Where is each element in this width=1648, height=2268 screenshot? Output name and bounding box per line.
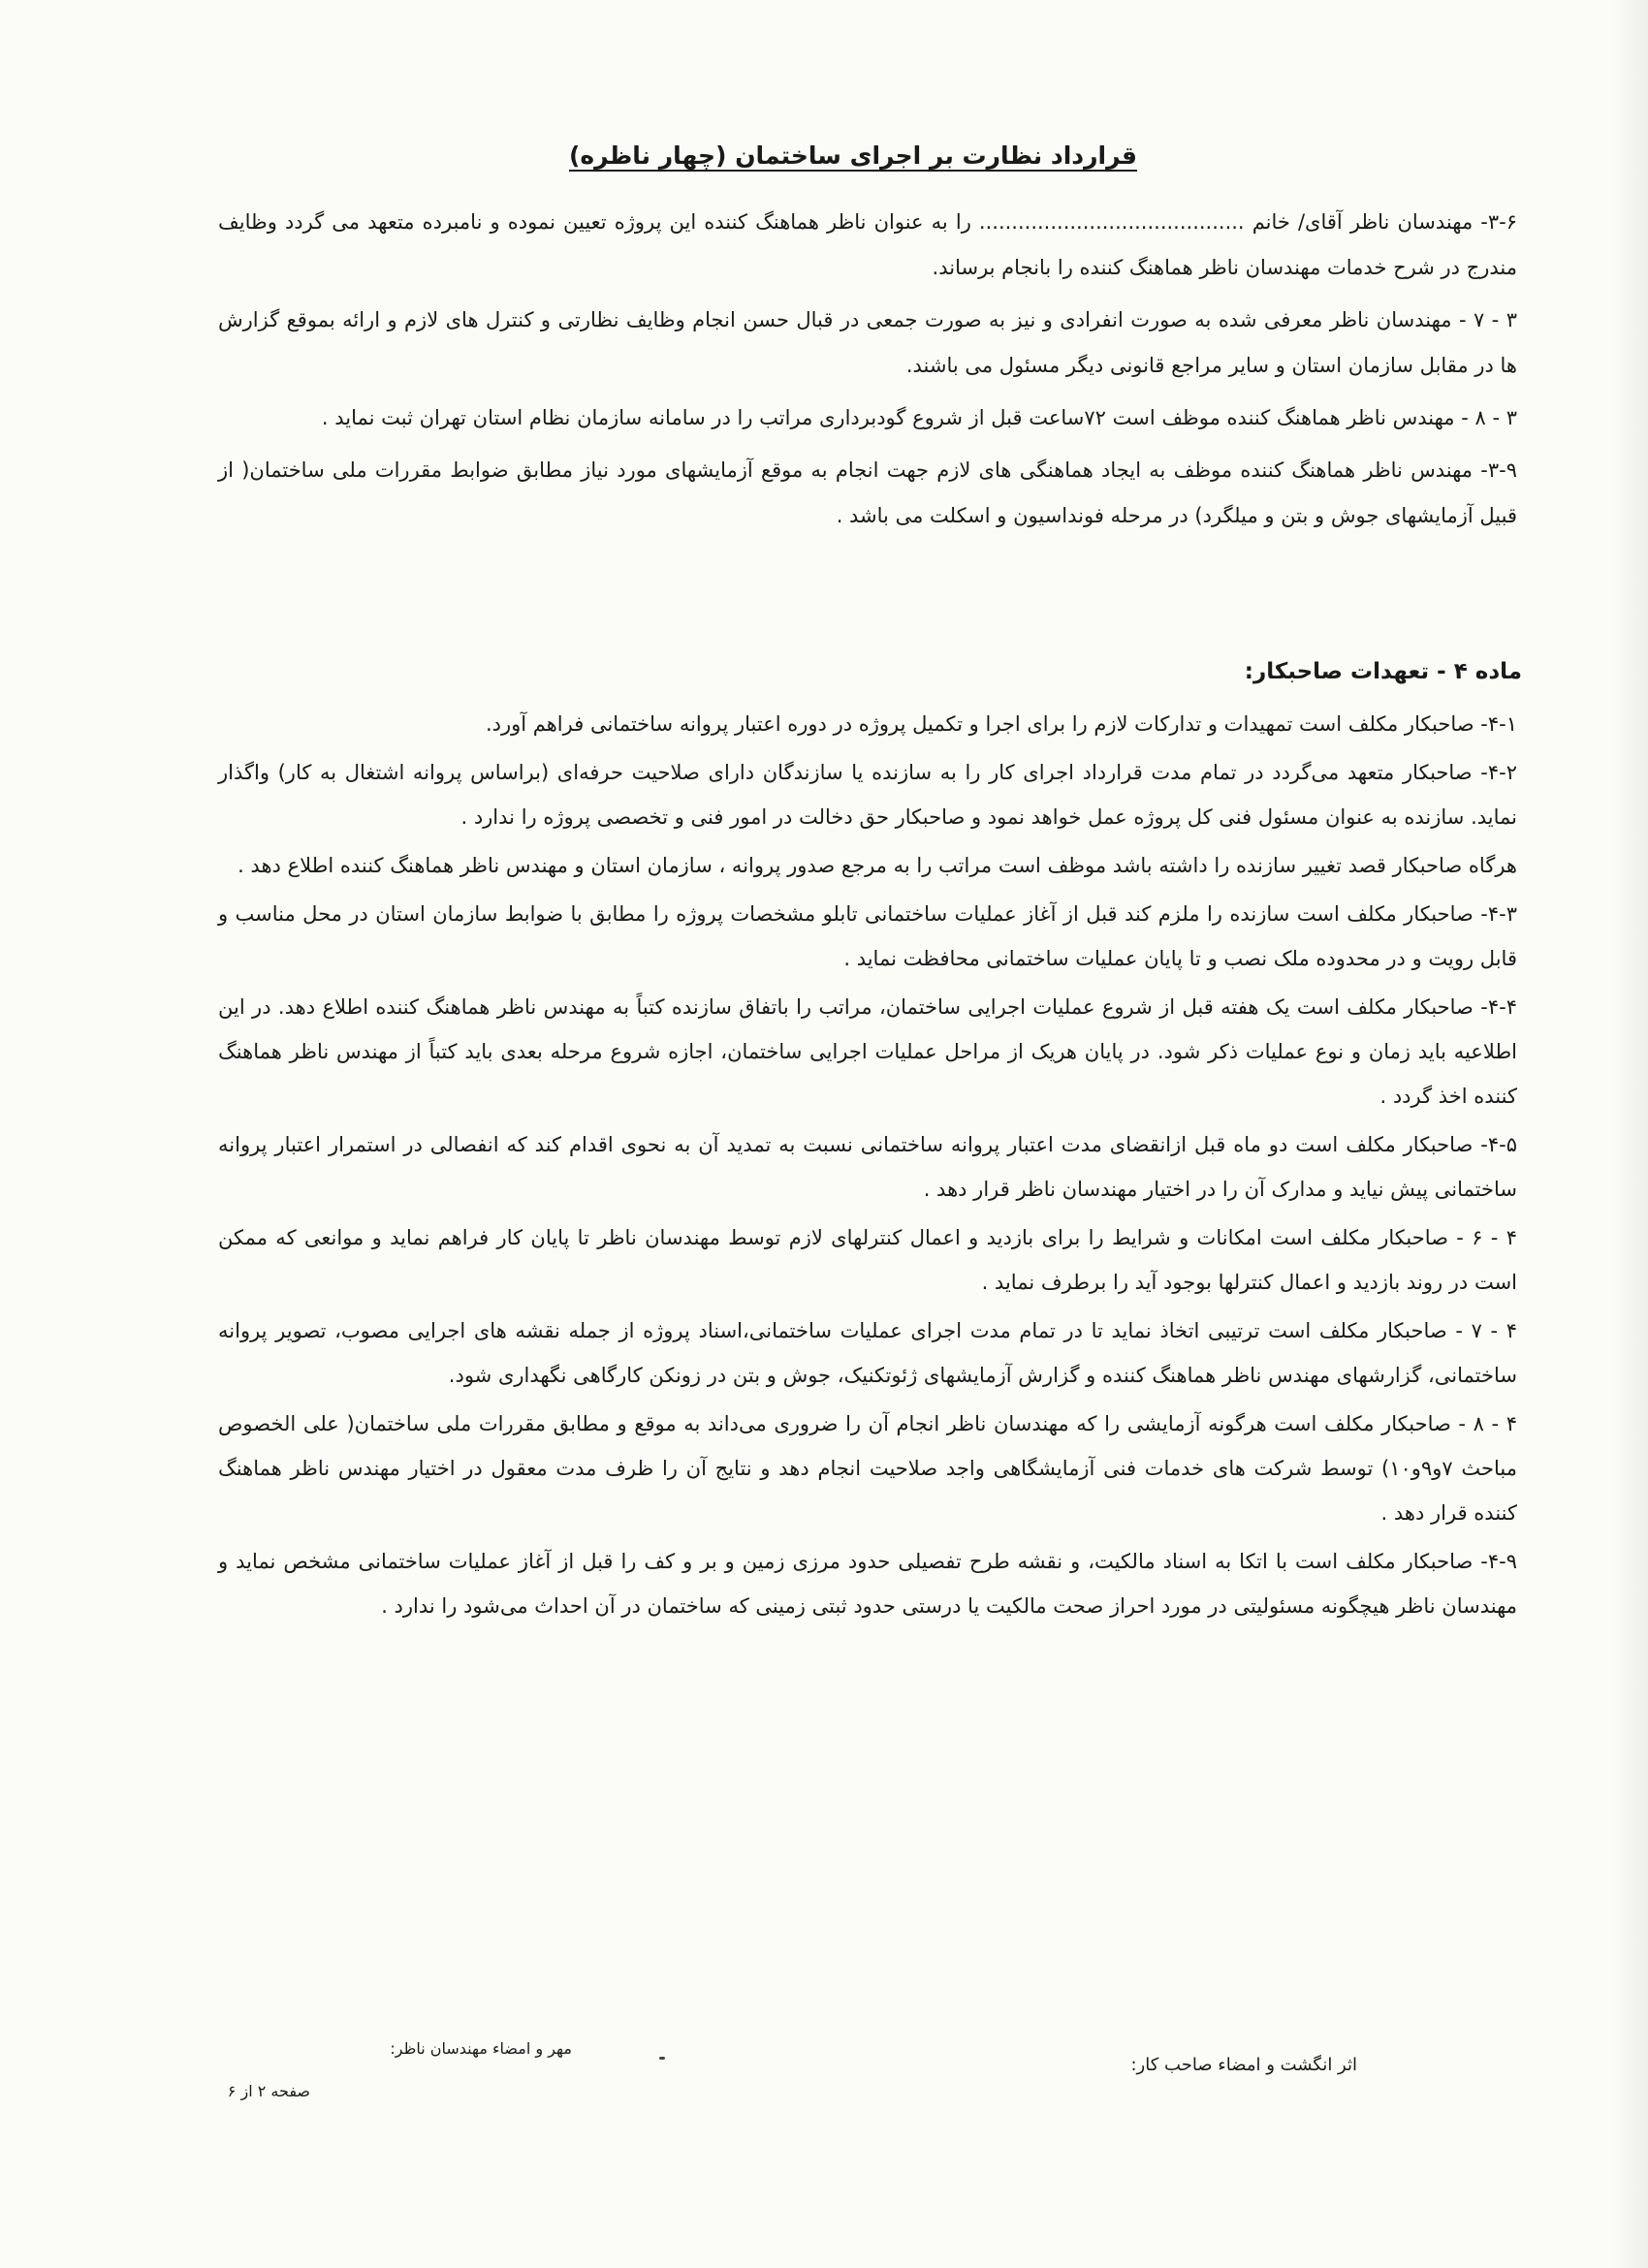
clause-4-3: ۴-۳- صاحبکار مکلف است سازنده را ملزم کند قبل از آغاز عملیات ساختمانی تابلو مشخصات پروژه را مطابق با ضوابط سازمان استان در محل مناسب و قابل رویت و در محدوده ملک نصب و تا پایان عملیات ساختمانی محافظت نماید . <box>218 902 1517 970</box>
clause-4-5: ۴-۵- صاحبکار مکلف است دو ماه قبل ازانقضای مدت اعتبار پروانه ساختمانی نسبت به تمدید آن به نحوی اقدام کند که انفصالی در استمرار اعتبار پروانه ساختمانی پیش نیاید و مدارک آن را در اختیار مهندسان ناظر قرار دهد . <box>218 1133 1517 1201</box>
clause-4-7: ۴ - ۷ - صاحبکار مکلف است ترتیبی اتخاذ نماید تا در تمام مدت اجرای عملیات ساختمانی،اسناد پروژه از جمله نقشه های اجرایی مصوب، تصویر پروانه ساختمانی، گزارشهای مهندس ناظر هماهنگ کننده و گزارش آزمایشهای ژئوتکنیک، جوش و بتن در زونکن کارگاهی نگهداری شود. <box>218 1319 1517 1387</box>
clause-4-9: ۴-۹- صاحبکار مکلف است با اتکا به اسناد مالکیت، و نقشه طرح تفصیلی حدود مرزی زمین و بر و کف را قبل از آغاز عملیات ساختمانی مشخص نماید و مهندسان ناظر هیچگونه مسئولیتی در مورد احراز صحت مالکیت یا درستی حدود ثبتی زمینی که ساختمان در آن احداث می‌شود را ندارد . <box>218 1550 1517 1618</box>
clause-4-8: ۴ - ۸ - صاحبکار مکلف است هرگونه آزمایشی را که مهندسان ناظر انجام آن را ضروری می‌داند به موقع و مطابق مقررات ملی ساختمان( علی الخصوص مباحث ۷و۹و۱۰) توسط شرکت های خدمات فنی آزمایشگاهی واجد صلاحیت انجام دهد و نتایج آن را ظرف مدت معقول در اختیار مهندس ناظر هماهنگ کننده قرار دهد . <box>218 1412 1517 1525</box>
engineers-signature-label: مهر و امضاء مهندسان ناظر: <box>390 2039 572 2058</box>
clauses-section-4 <box>218 702 1517 1632</box>
owner-signature-label: اثر انگشت و امضاء صاحب کار: <box>1130 2055 1357 2075</box>
document-title: قرارداد نظارت بر اجرای ساختمان (چهار ناظره) <box>569 142 1137 170</box>
clause-3-9: ۳-۹- مهندس ناظر هماهنگ کننده موظف به ایجاد هماهنگی های لازم جهت انجام به موقع آزمایشهای مورد نیاز مطابق ضوابط مقررات ملی ساختمان( از قبیل آزمایشهای جوش و بتن و میلگرد) در مرحله فونداسیون و اسکلت می باشد . <box>218 458 1517 527</box>
clause-3-7: ۳ - ۷ - مهندسان ناظر معرفی شده به صورت انفرادی و نیز به صورت جمعی در قبال حسن انجام وظایف نظارتی و کنترل های لازم و ارائه بموقع گزارش ها در مقابل سازمان استان و سایر مراجع قانونی دیگر مسئول می باشند. <box>218 308 1517 377</box>
clause-4-2: ۴-۲- صاحبکار متعهد می‌گردد در تمام مدت قرارداد اجرای کار را به سازنده یا سازندگان دارای صلاحیت حرفه‌ای (براساس پروانه اشتغال به کار) واگذار نماید. سازنده به عنوان مسئول فنی کل پروژه عمل خواهد نمود و صاحبکار حق دخالت در امور فنی و تخصصی پروژه را ندارد . <box>218 761 1517 829</box>
scan-speck <box>659 2057 665 2060</box>
clause-4-6: ۴ - ۶ - صاحبکار مکلف است امکانات و شرایط را برای بازدید و اعمال کنترلهای لازم توسط مهندسان ناظر تا پایان کار فراهم نماید و موانعی که ممکن است در روند بازدید و اعمال کنترلها بوجود آید را برطرف نماید . <box>218 1226 1517 1294</box>
clauses-section-3 <box>218 200 1517 546</box>
page-number: صفحه ۲ از ۶ <box>227 2082 310 2100</box>
section-heading-article-4: ماده ۴ - تعهدات صاحبکار: <box>1244 659 1522 684</box>
clause-4-4: ۴-۴- صاحبکار مکلف است یک هفته قبل از شروع عملیات اجرایی ساختمان، مراتب را باتفاق سازنده کتباً به مهندس ناظر هماهنگ کننده اطلاع دهد. در این اطلاعیه باید زمان و نوع عملیات ذکر شود. در پایان هریک از مراحل عملیات اجرایی ساختمان، اجازه شروع مرحله بعدی باید کتباً از مهندس ناظر هماهنگ کننده اخذ گردد . <box>218 995 1517 1108</box>
clause-4-1: ۴-۱- صاحبکار مکلف است تمهیدات و تدارکات لازم را برای اجرا و تکمیل پروژه در دوره اعتبار پروانه ساختمانی فراهم آورد. <box>485 712 1517 736</box>
scan-edge-shadow <box>1609 0 1648 2268</box>
clause-3-6: ۳-۶- مهندسان ناظر آقای/ خانم ......................................... را به عنوان ناظر هماهنگ کننده این پروژه تعیین نموده و نامبرده متعهد می گردد وظایف مندرج در شرح خدمات مهندسان ناظر هماهنگ کننده را بانجام برساند. <box>218 210 1517 279</box>
clause-3-8: ۳ - ۸ - مهندس ناظر هماهنگ کننده موظف است ۷۲ساعت قبل از شروع گودبرداری مراتب را در سامانه سازمان نظام استان تهران ثبت نماید . <box>321 406 1517 429</box>
clause-4-2-note: هرگاه صاحبکار قصد تغییر سازنده را داشته باشد موظف است مراتب را به مرجع صدور پروانه ، سازمان استان و مهندس ناظر هماهنگ کننده اطلاع دهد . <box>238 854 1517 877</box>
